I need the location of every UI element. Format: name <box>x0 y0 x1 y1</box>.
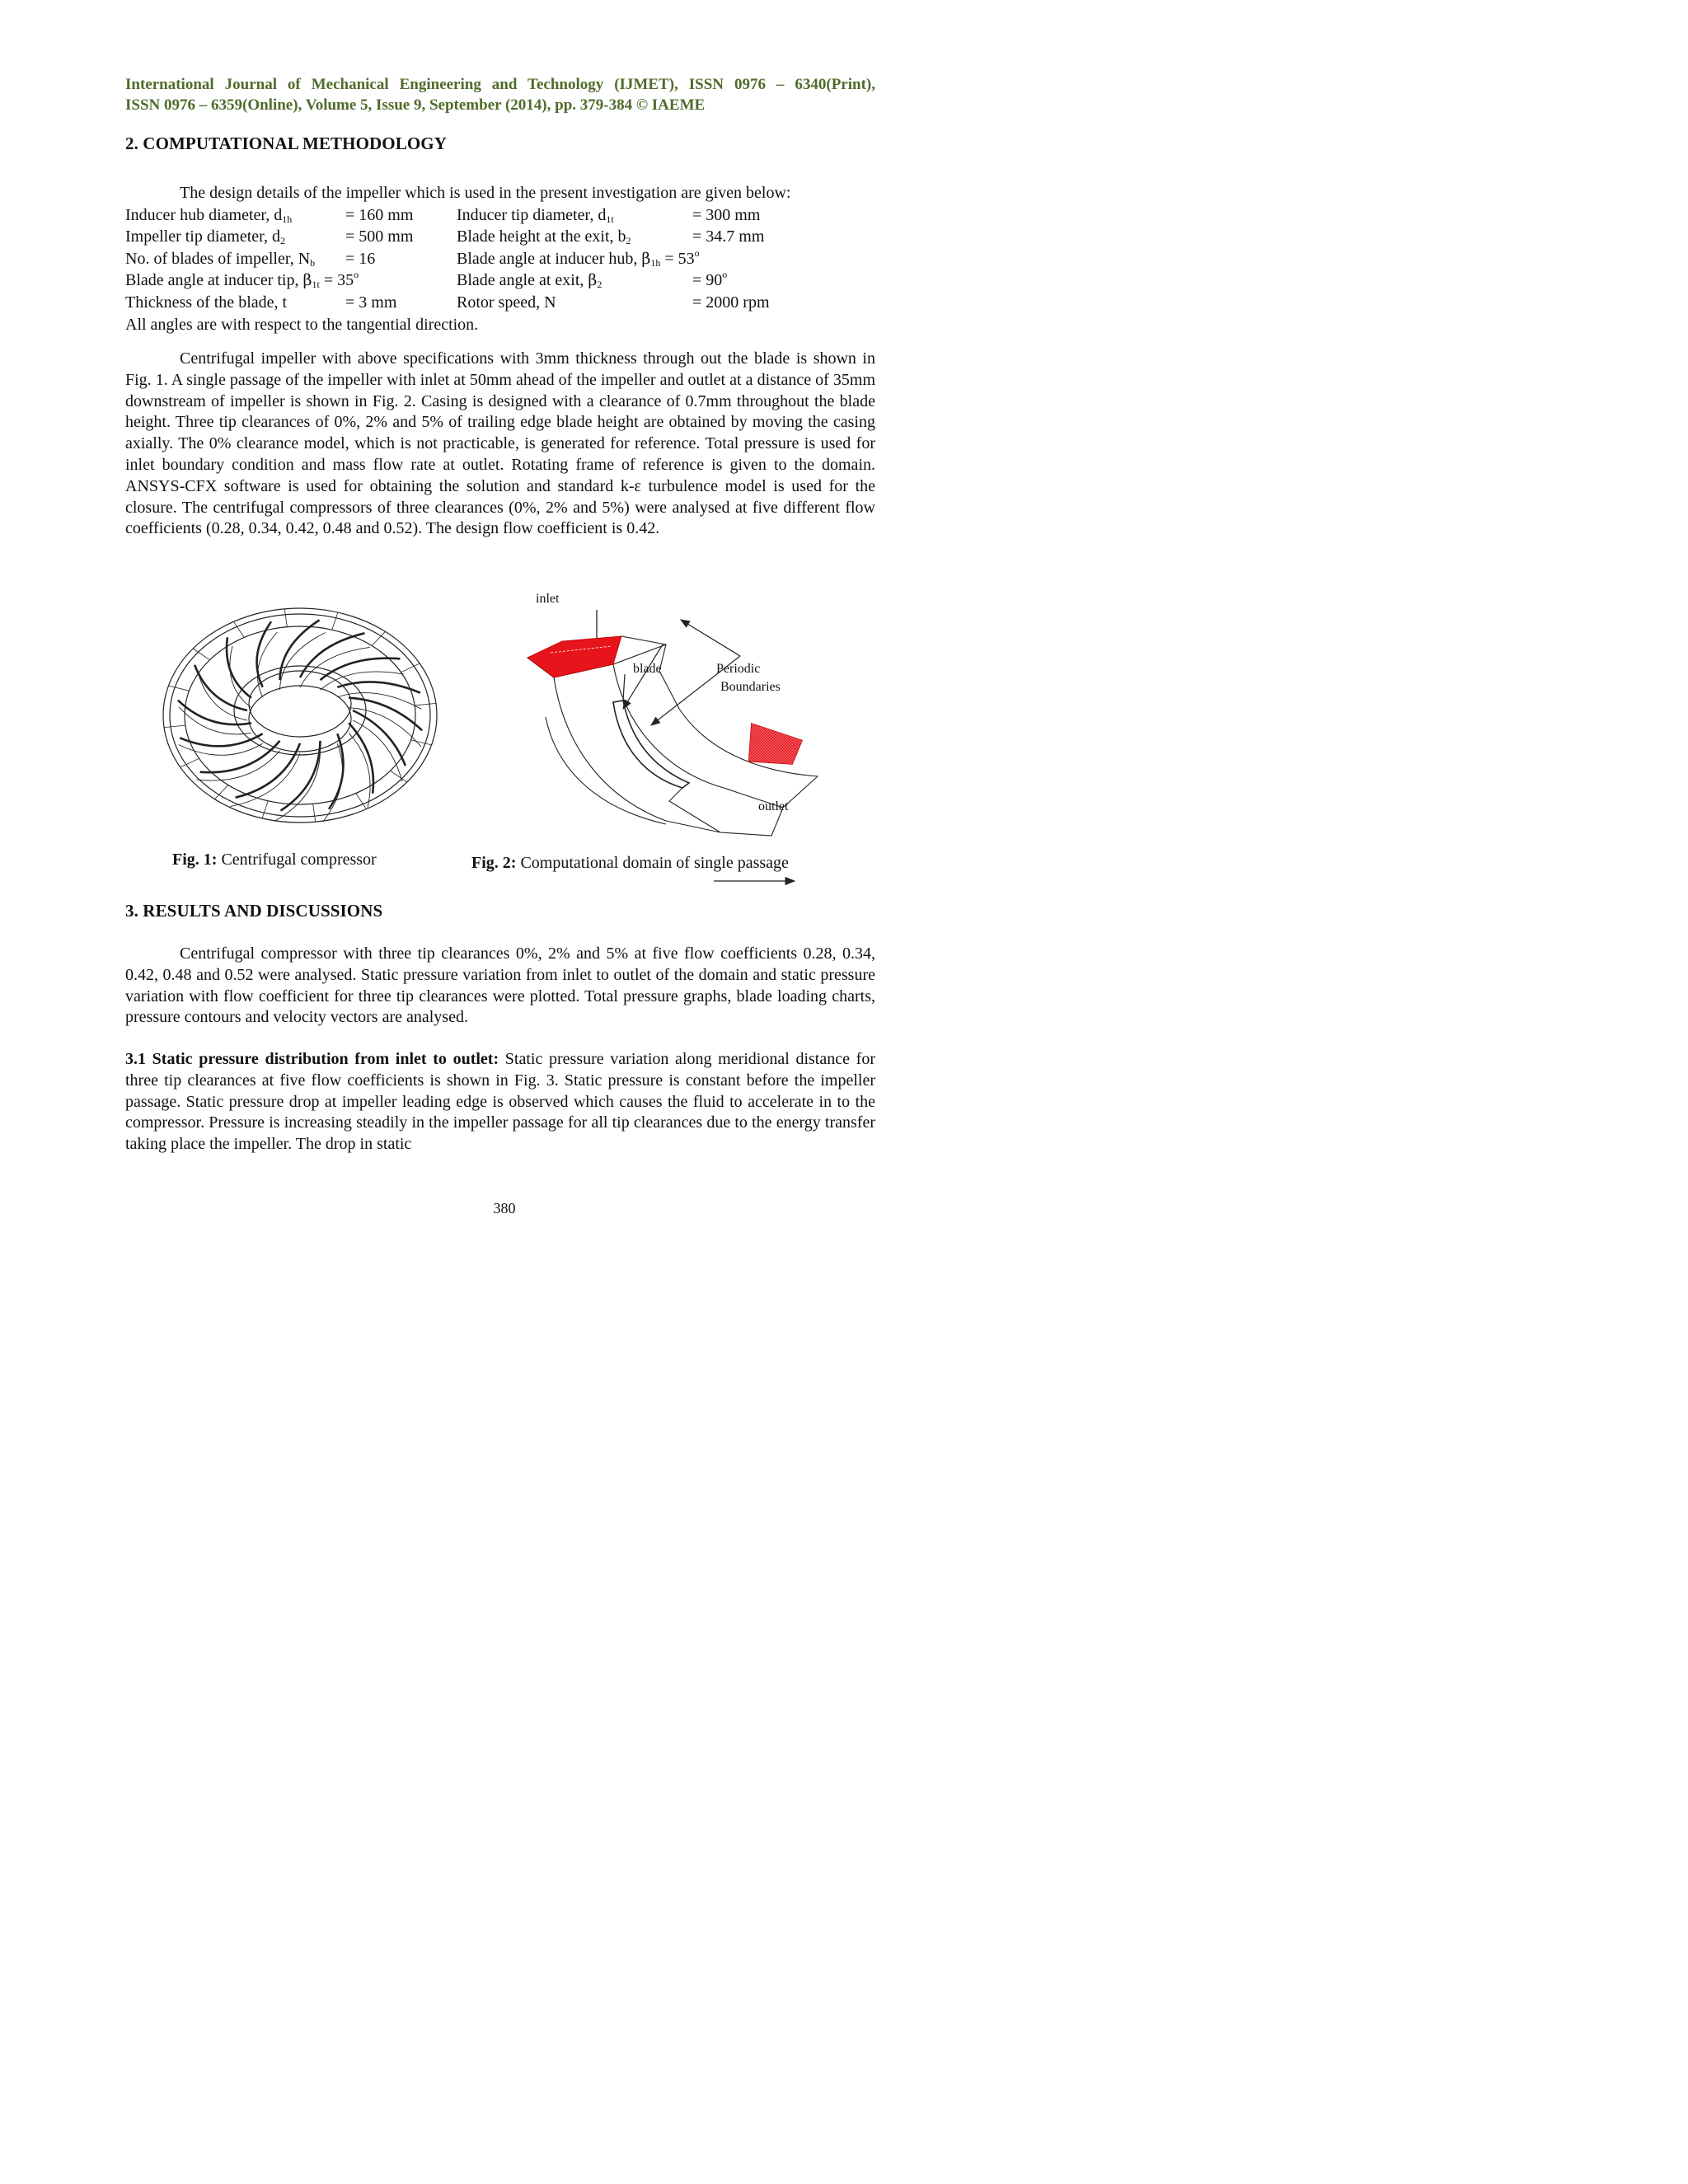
spec-rotor-speed-value: = 2000 rpm <box>692 293 770 312</box>
spec-row-4 <box>125 269 875 292</box>
header-line-2: ISSN 0976 – 6359(Online), Volume 5, Issue 9, September (2014), pp. 379-384 © IAEME <box>125 96 706 114</box>
impeller-blade <box>180 733 263 746</box>
spec-row-3 <box>125 248 875 270</box>
impeller-blade <box>349 723 373 793</box>
fig2-caption: Fig. 2: Computational domain of single passage <box>471 854 789 872</box>
section-3-title: 3. RESULTS AND DISCUSSIONS <box>125 901 383 921</box>
impeller-blade <box>321 658 401 680</box>
impeller-blade-base <box>349 733 370 808</box>
fig1-impeller-drawing <box>160 592 440 839</box>
page-content <box>125 74 875 1154</box>
spec-blade-height-value: = 34.7 mm <box>692 227 765 246</box>
impeller-eye-ring <box>234 666 366 755</box>
impeller-rim-spoke <box>332 612 338 630</box>
fig2-inlet-patch <box>528 636 621 677</box>
spec-inducer-tip-value: = 300 mm <box>692 205 761 224</box>
fig2-blade-shape <box>613 701 689 788</box>
spec-inducer-hub-label: Inducer hub diameter, $d_{1h}$ <box>125 205 293 225</box>
section-3-paragraph: Centrifugal compressor with three tip clearances 0%, 2% and 5% at five flow coefficients 0.28, 0.34, 0.42, 0.48 and 0.52 were analysed. Static pressure variation from inlet to outlet of the domain and static pressure variation with flow coefficient for three tip clearances were plotted. Total pressure graphs, blade loading charts, pressure contours and velocity vectors are analysed. <box>125 944 875 1027</box>
impeller-hub-top <box>249 671 351 737</box>
impeller-blade-base <box>323 743 343 822</box>
spec-angles-note: All angles are with respect to the tangential direction. <box>125 315 479 334</box>
fig2-periodic-edge <box>669 788 720 832</box>
spec-blade-angle-tip: Blade angle at inducer tip, $\beta_{1t} = 35^o$ <box>125 269 359 291</box>
spec-blade-angle-exit-label: Blade angle at exit, $\beta_2$ <box>457 271 603 291</box>
fig2-hub-curve <box>546 717 666 824</box>
impeller-rim-inner <box>170 614 430 817</box>
spec-thickness-value: = 3 mm <box>345 293 397 312</box>
fig2-outlet-patch <box>748 724 802 765</box>
fig2-periodic-arrow-2 <box>681 620 740 656</box>
impeller-blade-base <box>196 751 279 780</box>
impeller-spec-list <box>125 182 875 335</box>
spec-row-1 <box>125 204 875 227</box>
spec-num-blades-value: = 16 <box>345 249 376 268</box>
impeller-rim-spoke <box>284 609 287 627</box>
impeller-rim-spoke <box>215 785 228 799</box>
spec-impeller-tip-label: Impeller tip diameter, $d_2$ <box>125 227 286 247</box>
impeller-blade <box>227 637 251 697</box>
fig2-periodic-label-1: Periodic <box>716 662 761 676</box>
impeller-blade-base <box>280 633 326 691</box>
fig2-periodic-label-2: Boundaries <box>720 680 781 694</box>
impeller-hub-bottom <box>249 686 351 752</box>
spec-inducer-tip-label: Inducer tip diameter, $d_{1t}$ <box>457 205 614 225</box>
section-3-1-title: 3.1 Static pressure distribution from inlet to outlet: <box>125 1050 499 1068</box>
spec-row-5 <box>125 292 875 314</box>
impeller-blade <box>178 701 251 724</box>
impeller-rim-spoke <box>411 740 432 745</box>
section-3-1-text: Static pressure variation along meridional distance for three tip clearances at five flow coefficients is shown in Fig. 3. Static pressure is constant before the impeller passage. Static pressure drop at impeller leading edge is observed which causes the fluid to accelerate in to the compressor. Pressure is increasing steadily in the impeller passage for all tip clearances due to the energy transfer taking place the impeller. The drop in static <box>125 1050 875 1154</box>
spec-intro: The design details of the impeller which is used in the present investigation are given below: <box>180 184 791 202</box>
spec-num-blades-label: No. of blades of impeller, $N_b$ <box>125 249 316 269</box>
impeller-rim-spoke <box>313 804 316 822</box>
spec-rotor-speed-label: Rotor speed, N <box>457 293 556 312</box>
fig2-outlet-label: outlet <box>758 799 789 813</box>
spec-blade-angle-hub: Blade angle at inducer hub, $\beta_{1h} = 53^o$ <box>457 246 700 269</box>
spec-row-2 <box>125 226 875 248</box>
section-2-paragraph: Centrifugal impeller with above specifications with 3mm thickness through out the blade is shown in Fig. 1. A single passage of the impeller with inlet at 50mm ahead of the impeller and outlet at a distance of 35mm downstream of impeller is shown in Fig. 2. Casing is designed with a clearance of 0.7mm throughout the blade height. Three tip clearances of 0%, 2% and 5% of trailing edge blade height are obtained by moving the casing axially. The 0% clearance model, which is not practicable, is generated for reference. Total pressure is used for inlet boundary condition and mass flow rate at outlet. Rotating frame of reference is given to the domain. ANSYS-CFX software is used for obtaining the solution and standard k-ε turbulence model is used for the closure. The centrifugal compressors of three clearances (0%, 2% and 5%) were analysed at five different flow coefficients (0.28, 0.34, 0.42, 0.48 and 0.52). The design flow coefficient is 0.42. <box>125 349 875 538</box>
spec-inducer-hub-value: = 160 mm <box>345 205 414 224</box>
spec-intro-row <box>125 182 875 204</box>
impeller-rim-spoke <box>169 686 190 691</box>
spec-blade-angle-exit-value: = $90^o$ <box>692 269 728 290</box>
section-2-title: 2. COMPUTATIONAL METHODOLOGY <box>125 134 447 153</box>
impeller-rim-spoke <box>372 631 385 645</box>
journal-header <box>125 74 875 115</box>
spec-row-note <box>125 314 875 336</box>
page-number: 380 <box>493 1200 516 1216</box>
impeller-outer-rim <box>163 608 437 823</box>
impeller-rim-spoke <box>164 725 185 728</box>
fig2-blade-arrow <box>623 644 663 709</box>
fig2-blade-label: blade <box>633 662 662 676</box>
section-3-1-paragraph <box>125 1049 875 1155</box>
spec-thickness-label: Thickness of the blade, t <box>125 293 288 312</box>
header-line-1: International Journal of Mechanical Engineering and Technology (IJMET), ISSN 0976 – 6340(Print), <box>125 76 875 93</box>
impeller-rim-spoke <box>415 703 436 705</box>
impeller-rim-spoke <box>262 801 268 818</box>
fig2-inlet-label: inlet <box>536 592 560 606</box>
spec-impeller-tip-value: = 500 mm <box>345 227 414 246</box>
fig1-caption: Fig. 1: Centrifugal compressor <box>172 851 377 869</box>
impeller-blade-base <box>321 672 404 690</box>
spec-blade-height-label: Blade height at the exit, $b_2$ <box>457 227 631 247</box>
